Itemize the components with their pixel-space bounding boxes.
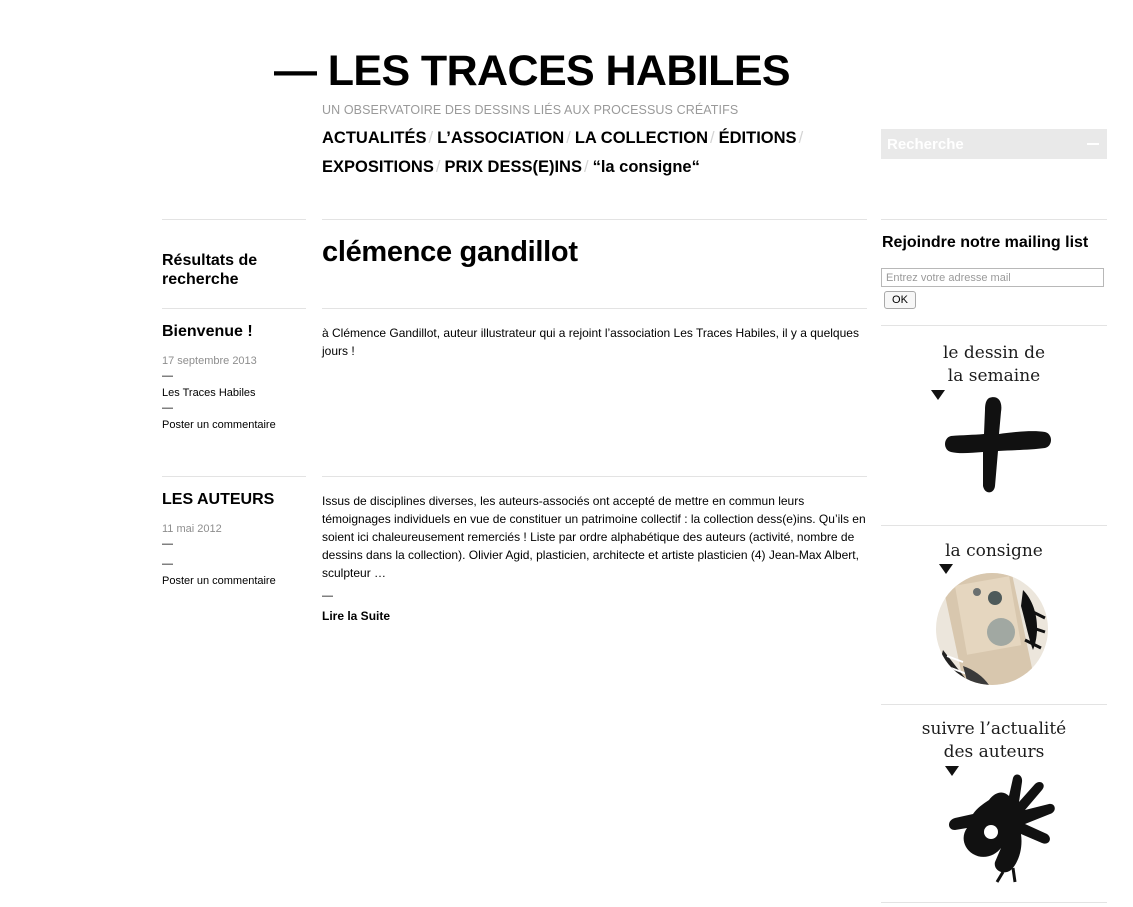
- widget-title-line: suivre l’actualité: [921, 719, 1067, 739]
- divider: [881, 325, 1107, 326]
- meta-dash: —: [162, 402, 173, 414]
- widget-title-line: la consigne: [945, 541, 1043, 561]
- email-field[interactable]: [881, 268, 1104, 287]
- result-excerpt: Issus de disciplines diverses, les auteurs-associés ont accepté de mettre en commun leurs témoignages individuels en vue de constituer un patrimoine collectif : la collection dess(e)ins. Qu’ils en soient ici chaleureusement remerciés ! Liste par ordre alphabétique des auteurs (activité, nombre de dessins dans la collection). Olivier Agid, plasticien, architecte et artiste plasticien (4) Jean-Max Albert, sculpteur …: [322, 494, 866, 580]
- nav-item-association[interactable]: L’ASSOCIATION: [437, 129, 565, 147]
- meta-dash: —: [162, 370, 173, 382]
- drawing-of-the-week-link[interactable]: [881, 340, 1107, 515]
- nav-separator: /: [428, 129, 434, 147]
- read-more-link[interactable]: Lire la Suite: [322, 609, 391, 623]
- nav-separator: /: [710, 129, 715, 147]
- site-title[interactable]: — LES TRACES HABILES: [274, 47, 790, 95]
- post-comment-link[interactable]: Poster un commentaire: [162, 575, 276, 587]
- nav-item-actualites[interactable]: ACTUALITÉS: [322, 129, 427, 147]
- hand-drawing-icon: [943, 770, 1063, 885]
- divider: [162, 308, 306, 309]
- la-consigne-link[interactable]: [881, 540, 1107, 695]
- divider: [322, 308, 867, 309]
- meta-dash: —: [162, 558, 173, 570]
- divider: [881, 902, 1107, 903]
- divider: [881, 704, 1107, 705]
- nav-separator: /: [798, 129, 804, 147]
- divider: [162, 219, 306, 220]
- nav-item-la-consigne[interactable]: “la consigne“: [592, 158, 700, 176]
- meta-dash: —: [322, 590, 333, 602]
- main-nav-row-1: [322, 129, 842, 148]
- search-panel-toggle[interactable]: [881, 129, 1107, 159]
- subscribe-ok-button[interactable]: OK: [884, 291, 916, 309]
- divider: [162, 476, 306, 477]
- post-comment-link[interactable]: Poster un commentaire: [162, 419, 276, 431]
- widget-title-line: la semaine: [947, 366, 1041, 386]
- search-results-heading: Résultats de recherche: [162, 252, 258, 288]
- widget-title-line: le dessin de: [942, 343, 1046, 363]
- cross-drawing-icon: [941, 390, 1061, 500]
- divider: [881, 219, 1107, 220]
- divider: [322, 219, 867, 220]
- collapse-icon[interactable]: [1087, 143, 1099, 145]
- mailing-list-title: Rejoindre notre mailing list: [882, 234, 1089, 251]
- result-date: 11 mai 2012: [162, 523, 222, 535]
- meta-dash: —: [162, 538, 173, 550]
- main-nav-row-2: [322, 158, 842, 177]
- divider: [881, 525, 1107, 526]
- nav-item-expositions[interactable]: EXPOSITIONS: [322, 158, 434, 176]
- page-title: clémence gandillot: [322, 236, 578, 268]
- authors-news-link[interactable]: [881, 718, 1107, 893]
- divider: [322, 476, 867, 477]
- nav-separator: /: [566, 129, 571, 147]
- nav-item-prix-dessins[interactable]: PRIX DESS(E)INS: [444, 158, 582, 176]
- nav-separator: /: [583, 158, 589, 176]
- result-title-les-auteurs[interactable]: LES AUTEURS: [162, 491, 275, 508]
- nav-item-editions[interactable]: ÉDITIONS: [718, 129, 797, 147]
- result-excerpt: à Clémence Gandillot, auteur illustrateur qui a rejoint l’association Les Traces Habiles, il y a quelques jours !: [322, 326, 859, 358]
- search-label: Recherche: [887, 136, 964, 153]
- result-date: 17 septembre 2013: [162, 355, 257, 367]
- consigne-artwork-image: [933, 570, 1051, 688]
- result-category-link[interactable]: Les Traces Habiles: [162, 387, 256, 399]
- result-title-bienvenue[interactable]: Bienvenue !: [162, 323, 253, 340]
- widget-title-line: des auteurs: [943, 742, 1045, 762]
- site-tagline: UN OBSERVATOIRE DES DESSINS LIÉS AUX PROCESSUS CRÉATIFS: [322, 103, 739, 117]
- nav-item-collection[interactable]: LA COLLECTION: [574, 129, 709, 147]
- nav-separator: /: [435, 158, 441, 176]
